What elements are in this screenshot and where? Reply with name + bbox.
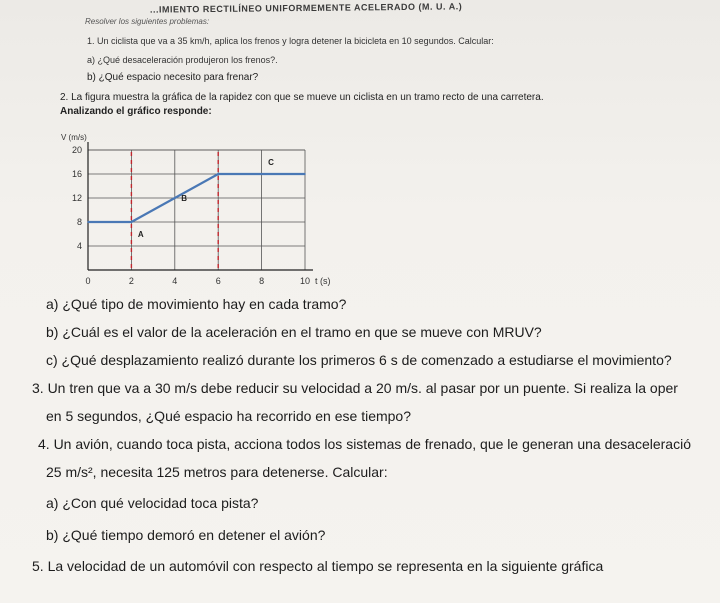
problem-2-text: 2. La figura muestra la gráfica de la rapidez con que se mueve un ciclista en un tramo recto de una carretera. bbox=[60, 92, 544, 103]
x-tick-label: 6 bbox=[215, 276, 221, 286]
velocity-point bbox=[131, 221, 133, 223]
problem-1-b: b) ¿Qué espacio necesito para frenar? bbox=[87, 72, 259, 83]
problem-4-line-1: 4. Un avión, cuando toca pista, acciona todos los sistemas de frenado, que le generan una desaceleració bbox=[38, 436, 691, 452]
x-tick-label: 2 bbox=[128, 276, 134, 286]
x-tick-label: 10 bbox=[299, 276, 311, 286]
problem-2-sub: Analizando el gráfico responde: bbox=[60, 106, 212, 117]
worksheet-heading: ...IMIENTO RECTILÍNEO UNIFORMEMENTE ACELERADO (M. U. A.) bbox=[149, 1, 463, 15]
problem-1-a: a) ¿Qué desaceleración produjeron los frenos?. bbox=[87, 55, 278, 65]
x-tick-label: 8 bbox=[259, 276, 265, 286]
y-tick-label: 12 bbox=[71, 193, 82, 203]
chart-grid bbox=[88, 150, 305, 270]
problem-5-text: 5. La velocidad de un automóvil con respecto al tiempo se representa en la siguiente gráfica bbox=[32, 558, 604, 574]
problem-4-b: b) ¿Qué tiempo demoró en detener el avión? bbox=[46, 527, 326, 543]
y-axis-label: V (m/s) bbox=[61, 133, 87, 142]
x-tick-label: 0 bbox=[85, 276, 91, 286]
segment-label-a: A bbox=[137, 230, 144, 239]
y-tick-label: 8 bbox=[76, 217, 82, 227]
velocity-point bbox=[304, 173, 306, 175]
x-axis-label: t (s) bbox=[315, 276, 331, 286]
velocity-point bbox=[217, 173, 219, 175]
velocity-time-chart bbox=[55, 128, 365, 288]
problem-3-line-1: 3. Un tren que va a 30 m/s debe reducir su velocidad a 20 m/s. al pasar por un puente. Si realiza la oper bbox=[32, 380, 678, 396]
problem-4-a: a) ¿Con qué velocidad toca pista? bbox=[46, 495, 259, 511]
instructions: Resolver los siguientes problemas: bbox=[85, 17, 210, 26]
problem-4-line-2: 25 m/s², necesita 125 metros para detenerse. Calcular: bbox=[46, 464, 388, 480]
y-tick-label: 16 bbox=[71, 169, 82, 179]
x-tick-label: 4 bbox=[172, 276, 178, 286]
chart-labels bbox=[138, 158, 274, 239]
problem-2-c: c) ¿Qué desplazamiento realizó durante los primeros 6 s de comenzado a estudiarse el movimiento? bbox=[46, 352, 672, 368]
problem-1-text: 1. Un ciclista que va a 35 km/h, aplica los frenos y logra detener la bicicleta en 10 segundos. Calcular: bbox=[87, 36, 494, 46]
chart-axes bbox=[88, 142, 313, 270]
problem-2-a: a) ¿Qué tipo de movimiento hay en cada tramo? bbox=[46, 296, 347, 312]
segment-label-b: B bbox=[181, 194, 188, 203]
chart-ticks bbox=[61, 133, 331, 286]
y-tick-label: 4 bbox=[76, 241, 82, 251]
y-tick-label: 20 bbox=[71, 145, 82, 155]
problem-3-line-2: en 5 segundos, ¿Qué espacio ha recorrido en ese tiempo? bbox=[46, 408, 412, 424]
segment-label-c: C bbox=[268, 158, 274, 167]
chart-series bbox=[87, 152, 306, 270]
velocity-point bbox=[87, 221, 89, 223]
problem-2-b: b) ¿Cuál es el valor de la aceleración en el tramo en que se mueve con MRUV? bbox=[46, 324, 542, 340]
